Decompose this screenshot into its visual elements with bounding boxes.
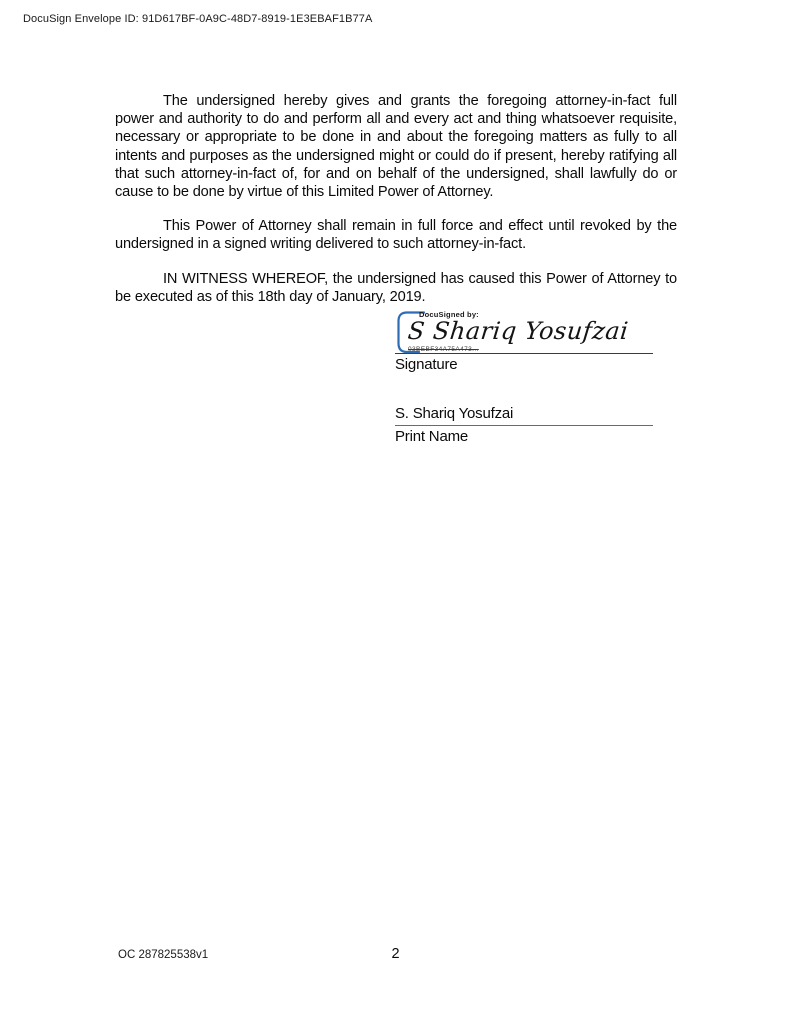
docusign-signature-stamp <box>395 310 655 353</box>
docusign-signature-id: 03BEBF34A75A473... <box>408 346 479 353</box>
print-name-block <box>395 405 653 445</box>
docusigned-by-label: DocuSigned by: <box>419 310 479 319</box>
document-body <box>115 92 677 322</box>
paragraph-revocation: This Power of Attorney shall remain in full force and effect until revoked by the undersigned in a signed writing delivered to such attorney-in-fact. <box>115 218 677 253</box>
paragraph-witness-whereof: IN WITNESS WHEREOF, the undersigned has caused this Power of Attorney to be executed as of this 18th day of January, 2019. <box>115 270 677 305</box>
signature-label: Signature <box>395 356 458 373</box>
footer-document-number: OC 287825538v1 <box>118 949 209 961</box>
signature-line <box>395 353 653 354</box>
docusign-envelope-id: DocuSign Envelope ID: 91D617BF-0A9C-48D7-8919-1E3EBAF1B77A <box>23 13 373 25</box>
print-name-label: Print Name <box>395 428 469 445</box>
paragraph-grant-of-power: The undersigned hereby gives and grants the foregoing attorney-in-fact full power and authority to do and perform all and every act and thing whatsoever requisite, necessary or appropriate to be done in and about the foregoing matters as fully to all intents and purposes as the undersigned might or could do if present, hereby ratifying all that such attorney-in-fact of, for and on behalf of the undersigned, shall lawfully do or cause to be done by virtue of this Limited Power of Attorney. <box>115 93 677 201</box>
handwritten-signature: S Shariq Yosufzai <box>406 317 630 345</box>
footer-page-number: 2 <box>391 946 400 962</box>
signature-section <box>395 310 655 445</box>
printed-name: S. Shariq Yosufzai <box>395 405 653 426</box>
